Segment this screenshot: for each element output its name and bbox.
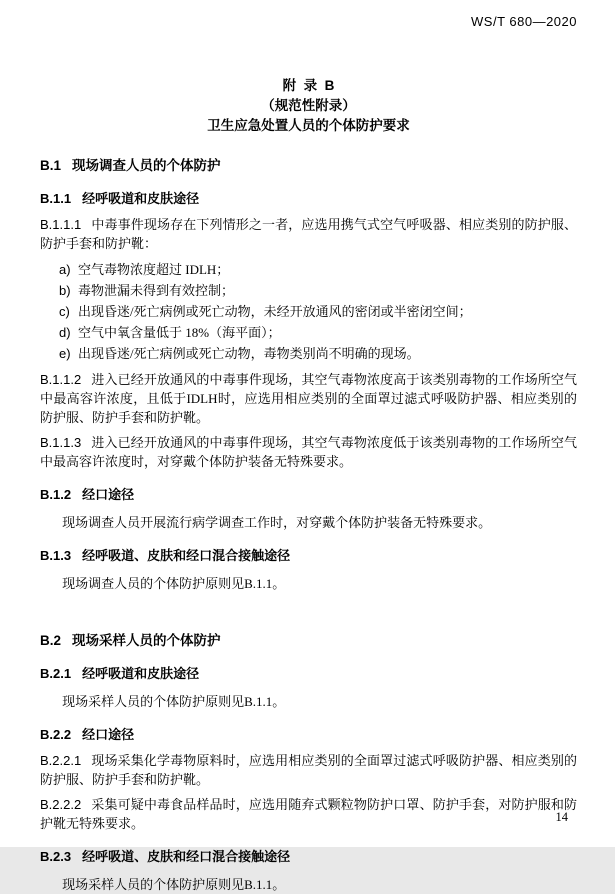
heading-b13-num: B.1.3 xyxy=(40,548,72,563)
heading-b12-title: 经口途径 xyxy=(82,487,135,502)
heading-b23-title: 经呼吸道、皮肤和经口混合接触途径 xyxy=(82,849,291,864)
heading-b12-num: B.1.2 xyxy=(40,487,72,502)
heading-b1-title: 现场调查人员的个体防护 xyxy=(72,158,221,173)
heading-b21-num: B.2.1 xyxy=(40,666,72,681)
heading-b13-title: 经呼吸道、皮肤和经口混合接触途径 xyxy=(82,548,291,563)
list-item-a-marker: a) xyxy=(59,262,71,277)
heading-b11-title: 经呼吸道和皮肤途径 xyxy=(82,191,200,206)
para-b222 xyxy=(40,795,577,833)
heading-b13 xyxy=(40,547,577,565)
para-b111-num: B.1.1.1 xyxy=(40,217,82,232)
heading-b1-num: B.1 xyxy=(40,158,62,173)
heading-b11-num: B.1.1 xyxy=(40,191,72,206)
para-b111-text: 中毒事件现场存在下列情形之一者，应选用携气式空气呼吸器、相应类别的防护服、防护手套和防护靴： xyxy=(40,217,577,251)
para-b113-num: B.1.1.3 xyxy=(40,435,82,450)
para-b12: 现场调查人员开展流行病学调查工作时，对穿戴个体防护装备无特殊要求。 xyxy=(62,515,492,530)
list-item-b xyxy=(59,280,577,301)
para-b21: 现场采样人员的个体防护原则见B.1.1。 xyxy=(62,694,286,709)
appendix-title-block xyxy=(40,76,577,136)
heading-b21 xyxy=(40,665,577,683)
list-item-a-text: 空气毒物浓度超过 IDLH； xyxy=(78,262,230,277)
heading-b2 xyxy=(40,632,577,650)
standard-code: WS/T 680—2020 xyxy=(471,14,577,29)
heading-b23-num: B.2.3 xyxy=(40,849,72,864)
para-b111 xyxy=(40,215,577,253)
heading-b22-num: B.2.2 xyxy=(40,727,72,742)
para-b112-num: B.1.1.2 xyxy=(40,372,82,387)
para-b112-text: 进入已经开放通风的中毒事件现场，其空气毒物浓度高于该类别毒物的工作场所空气中最高容许浓度，且低于IDLH时，应选用相应类别的全面罩过滤式呼吸防护器、相应类别的防护服、防护手套和防护靴。 xyxy=(40,372,577,425)
list-item-c xyxy=(59,301,577,322)
appendix-type: （规范性附录） xyxy=(261,98,356,113)
page-number: 14 xyxy=(555,810,568,824)
para-b221 xyxy=(40,751,577,789)
list-item-d-marker: d) xyxy=(59,325,71,340)
para-b222-num: B.2.2.2 xyxy=(40,797,82,812)
heading-b22-title: 经口途径 xyxy=(82,727,135,742)
para-b221-num: B.2.2.1 xyxy=(40,753,82,768)
heading-b12 xyxy=(40,486,577,504)
condition-list xyxy=(59,259,577,364)
heading-b2-num: B.2 xyxy=(40,633,62,648)
appendix-title: 卫生应急处置人员的个体防护要求 xyxy=(207,118,410,133)
para-b23: 现场采样人员的个体防护原则见B.1.1。 xyxy=(62,877,286,892)
heading-b2-title: 现场采样人员的个体防护 xyxy=(72,633,221,648)
list-item-c-marker: c) xyxy=(59,304,70,319)
heading-b21-title: 经呼吸道和皮肤途径 xyxy=(82,666,200,681)
heading-b23 xyxy=(40,848,577,866)
heading-b22 xyxy=(40,726,577,744)
list-item-c-text: 出现昏迷/死亡病例或死亡动物，未经开放通风的密闭或半密闭空间； xyxy=(78,304,472,319)
para-b113-text: 进入已经开放通风的中毒事件现场，其空气毒物浓度低于该类别毒物的工作场所空气中最高容许浓度时，对穿戴个体防护装备无特殊要求。 xyxy=(40,435,577,469)
list-item-e-marker: e) xyxy=(59,346,71,361)
section-gap xyxy=(40,604,577,614)
list-item-b-marker: b) xyxy=(59,283,71,298)
list-item-a xyxy=(59,259,577,280)
para-b13: 现场调查人员的个体防护原则见B.1.1。 xyxy=(62,576,286,591)
para-b112 xyxy=(40,370,577,427)
para-b221-text: 现场采集化学毒物原料时，应选用相应类别的全面罩过滤式呼吸防护器、相应类别的防护服、防护手套和防护靴。 xyxy=(40,753,577,787)
para-b113 xyxy=(40,433,577,471)
para-b222-text: 采集可疑中毒食品样品时，应选用随弃式颗粒物防护口罩、防护手套，对防护服和防护靴无特殊要求。 xyxy=(40,797,577,831)
list-item-b-text: 毒物泄漏未得到有效控制； xyxy=(78,283,235,298)
list-item-e-text: 出现昏迷/死亡病例或死亡动物，毒物类别尚不明确的现场。 xyxy=(78,346,420,361)
list-item-d xyxy=(59,322,577,343)
list-item-e xyxy=(59,343,577,364)
appendix-label: 附 录 B xyxy=(282,78,335,93)
heading-b1 xyxy=(40,157,577,175)
heading-b11 xyxy=(40,190,577,208)
list-item-d-text: 空气中氧含量低于 18%（海平面）； xyxy=(78,325,281,340)
